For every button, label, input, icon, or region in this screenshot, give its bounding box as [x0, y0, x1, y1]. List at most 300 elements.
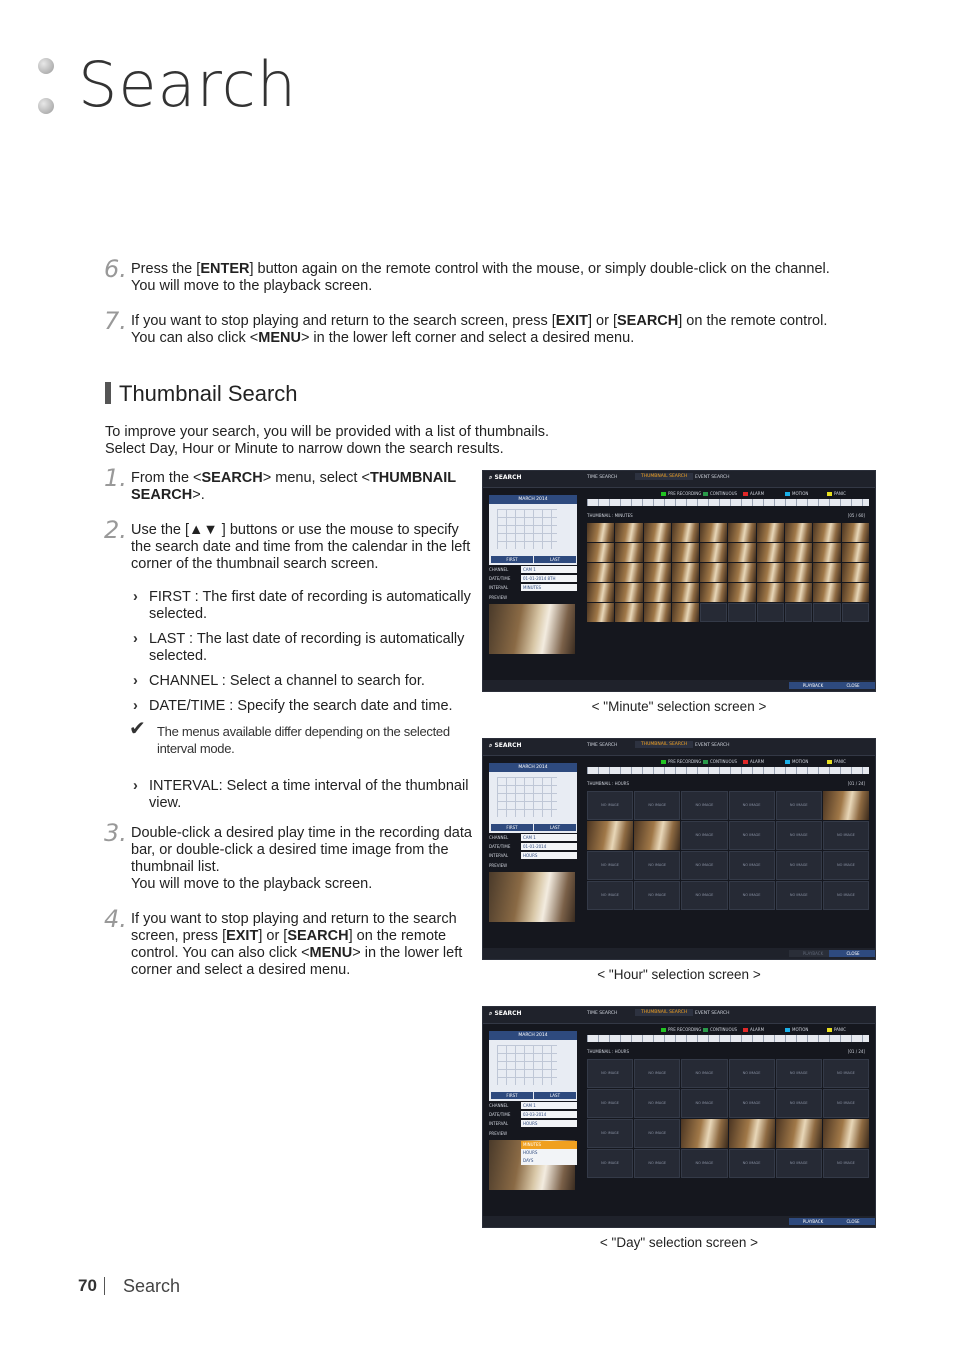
field-datetime: [489, 843, 577, 851]
field-label: INTERVAL: [489, 853, 509, 858]
thumbnail-cell[interactable]: NO IMAGE: [729, 1149, 775, 1178]
thumbnail-cell[interactable]: [728, 543, 755, 562]
thumbnail-cell[interactable]: NO IMAGE: [776, 1059, 822, 1088]
step-number: 2.: [104, 516, 127, 544]
subitem-line: selected.: [149, 606, 208, 622]
thumbnail-cell[interactable]: [728, 583, 755, 602]
thumbnail-cell[interactable]: [681, 1119, 727, 1148]
thumbnail-cell[interactable]: [823, 791, 869, 820]
thumbnail-cell[interactable]: NO IMAGE: [634, 791, 680, 820]
bold-key: THUMBNAIL: [369, 470, 457, 486]
field-label: CHANNEL: [489, 1103, 509, 1108]
subitem-line: selected.: [149, 648, 208, 664]
legend-item: CONTINUOUS: [703, 1027, 737, 1032]
thumbnail-cell[interactable]: [785, 563, 812, 582]
thumbnail-cell[interactable]: NO IMAGE: [587, 851, 633, 880]
thumbnail-cell[interactable]: [700, 603, 727, 622]
subitem-line: INTERVAL: Select a time interval of the thumbnail: [149, 778, 469, 794]
screen-tab: EVENT SEARCH: [695, 475, 730, 480]
field-datetime: [489, 1111, 577, 1119]
screen-tab: THUMBNAIL SEARCH: [635, 1009, 693, 1016]
bold-key: SEARCH: [131, 487, 193, 503]
thumbnail-cell[interactable]: [842, 543, 869, 562]
step-line: corner and select a desired menu.: [131, 962, 351, 978]
legend-item: ALARM: [743, 491, 764, 496]
thumbnail-cell[interactable]: NO IMAGE: [587, 1119, 633, 1148]
preview-image: [489, 604, 575, 654]
thumbnail-cell[interactable]: [644, 523, 671, 542]
subitem-line: FIRST : The first date of recording is automatically: [149, 589, 471, 605]
thumbnail-cell[interactable]: [823, 1119, 869, 1148]
thumbnail-count: [05 / 60]: [847, 513, 865, 518]
field-label: CHANNEL: [489, 567, 509, 572]
first-button[interactable]: FIRST: [491, 1092, 533, 1099]
thumbnail-cell[interactable]: NO IMAGE: [587, 1059, 633, 1088]
chevron-right-icon: ›: [133, 631, 138, 647]
step-body: [131, 470, 456, 504]
screen-bottom-bar: [483, 948, 875, 959]
calendar-buttons: [489, 556, 577, 563]
legend-item: PRE RECORDING: [661, 491, 701, 496]
screen-tab: EVENT SEARCH: [695, 1011, 730, 1016]
thumbnail-cell[interactable]: [785, 543, 812, 562]
legend-item: MOTION: [785, 759, 808, 764]
thumbnail-cell[interactable]: [785, 583, 812, 602]
thumbnail-cell[interactable]: NO IMAGE: [634, 881, 680, 910]
thumbnail-cell[interactable]: [757, 603, 784, 622]
legend-swatch: [827, 492, 832, 496]
screenshot-caption: < "Day" selection screen >: [599, 1235, 759, 1250]
thumbnail-cell[interactable]: NO IMAGE: [823, 1149, 869, 1178]
thumbnail-cell[interactable]: NO IMAGE: [681, 1149, 727, 1178]
calendar-buttons: [489, 1092, 577, 1099]
screen-topbar: [483, 739, 875, 756]
legend-swatch: [703, 492, 708, 496]
screen-bottom-bar: [483, 680, 875, 691]
field-datetime: [489, 575, 577, 583]
step-number: 3.: [104, 819, 127, 847]
close-button[interactable]: CLOSE: [829, 950, 876, 957]
step-line: If you want to stop playing and return to the search screen, press [EXIT] or [SEARCH] on the remote control.: [131, 313, 828, 329]
thumbnail-cell[interactable]: [757, 583, 784, 602]
screen-topbar: [483, 1007, 875, 1024]
thumbnail-cell[interactable]: NO IMAGE: [587, 1089, 633, 1118]
step-number: 6.: [104, 255, 127, 283]
legend-swatch: [743, 760, 748, 764]
thumbnail-count: [01 / 24]: [847, 781, 865, 786]
screenshot-2: [482, 1006, 876, 1228]
legend-item: ALARM: [743, 759, 764, 764]
thumbnail-cell[interactable]: [672, 563, 699, 582]
screen-title: ⌕ SEARCH: [489, 742, 522, 749]
field-value[interactable]: CAM 1: [521, 834, 577, 841]
title-bullet-icon: [38, 58, 54, 74]
bold-key: MENU: [309, 945, 353, 961]
step-line: You will move to the playback screen.: [131, 876, 373, 892]
calendar-grid: [497, 777, 557, 817]
screen-tab: THUMBNAIL SEARCH: [635, 741, 693, 748]
step-line: control. You can also click <MENU> in the lower left: [131, 945, 463, 961]
dropdown-option[interactable]: HOURS: [523, 1150, 538, 1155]
field-label: DATE/TIME: [489, 844, 511, 849]
bold-key: ENTER: [200, 261, 250, 277]
thumbnail-cell[interactable]: [587, 583, 614, 602]
step-line: Press the [ENTER] button again on the remote control with the mouse, or simply double-click on the channel.: [131, 261, 830, 277]
step-number: 4.: [104, 905, 127, 933]
thumbnail-cell[interactable]: [615, 523, 642, 542]
section-heading-text: Thumbnail Search: [119, 381, 298, 406]
thumbnail-cell[interactable]: NO IMAGE: [823, 821, 869, 850]
thumbnail-cell[interactable]: [728, 523, 755, 542]
thumbnail-cell[interactable]: [587, 523, 614, 542]
step-body: [131, 825, 472, 893]
subitem: [133, 631, 465, 665]
thumbnail-cell[interactable]: [700, 543, 727, 562]
thumbnail-cell[interactable]: [842, 523, 869, 542]
note-line: interval mode.: [157, 741, 235, 756]
thumbnail-cell[interactable]: NO IMAGE: [634, 1089, 680, 1118]
thumbnail-cell[interactable]: [776, 1119, 822, 1148]
thumbnail-cell[interactable]: [587, 543, 614, 562]
thumbnail-cell[interactable]: [842, 603, 869, 622]
field-channel: [489, 566, 577, 574]
screen-tab: TIME SEARCH: [587, 475, 618, 480]
thumbnail-cell[interactable]: NO IMAGE: [587, 1149, 633, 1178]
search-icon: ⌕: [489, 1010, 495, 1017]
step-line: bar, or double-click a desired time image from the: [131, 842, 449, 858]
field-value[interactable]: MINUTES: [521, 584, 577, 591]
legend-swatch: [703, 1028, 708, 1032]
screen-title: ⌕ SEARCH: [489, 1010, 522, 1017]
legend-swatch: [703, 760, 708, 764]
calendar-month: MARCH 2014: [489, 495, 577, 504]
legend-swatch: [743, 492, 748, 496]
thumbnail-cell[interactable]: [728, 563, 755, 582]
thumbnail-cell[interactable]: NO IMAGE: [634, 1119, 680, 1148]
thumbnail-cell[interactable]: NO IMAGE: [729, 1089, 775, 1118]
last-button[interactable]: LAST: [534, 824, 576, 831]
thumbnail-cell[interactable]: [813, 523, 840, 542]
thumbnail-cell[interactable]: NO IMAGE: [776, 1149, 822, 1178]
note-line: The menus available differ depending on the selected: [157, 724, 450, 739]
footer-divider: [104, 1277, 105, 1295]
field-value[interactable]: CAM 1: [521, 1102, 577, 1109]
thumbnail-cell[interactable]: NO IMAGE: [823, 1089, 869, 1118]
thumbnail-cell[interactable]: [700, 523, 727, 542]
screen-right-panel: [587, 491, 869, 622]
thumbnail-cell[interactable]: [587, 563, 614, 582]
screen-right-panel: [587, 759, 869, 910]
legend-swatch: [785, 1028, 790, 1032]
field-label: CHANNEL: [489, 835, 509, 840]
thumbnail-cell[interactable]: [728, 603, 755, 622]
thumbnail-grid: [587, 523, 869, 622]
thumbnail-cell[interactable]: [634, 821, 680, 850]
section-intro: [105, 424, 549, 458]
thumbnail-header: [587, 781, 869, 789]
field-channel: [489, 834, 577, 842]
thumbnail-cell[interactable]: NO IMAGE: [729, 791, 775, 820]
thumbnail-cell[interactable]: NO IMAGE: [681, 851, 727, 880]
thumbnail-cell[interactable]: NO IMAGE: [729, 851, 775, 880]
intro-line: Select Day, Hour or Minute to narrow down the search results.: [105, 441, 504, 457]
legend-item: CONTINUOUS: [703, 491, 737, 496]
timeline-bar[interactable]: [587, 499, 869, 506]
timeline-bar[interactable]: [587, 1035, 869, 1042]
preview-label: PREVIEW: [489, 863, 508, 868]
field-value[interactable]: 01-01-2014 8TH: [521, 575, 577, 582]
thumbnail-cell[interactable]: [615, 583, 642, 602]
screen-left-panel: [489, 1031, 577, 1190]
thumbnail-cell[interactable]: [842, 563, 869, 582]
field-value[interactable]: 03-03-2014: [521, 1111, 577, 1118]
thumbnail-label: THUMBNAIL : HOURS: [587, 1049, 630, 1054]
legend: [587, 759, 869, 766]
thumbnail-cell[interactable]: [700, 583, 727, 602]
thumbnail-cell[interactable]: [644, 583, 671, 602]
subitem-line: view.: [149, 795, 182, 811]
dropdown-option[interactable]: MINUTES: [521, 1141, 577, 1149]
note: [129, 718, 450, 757]
thumbnail-cell[interactable]: [587, 821, 633, 850]
last-button[interactable]: LAST: [534, 1092, 576, 1099]
thumbnail-cell[interactable]: NO IMAGE: [681, 1089, 727, 1118]
bold-key: MENU: [258, 330, 301, 346]
thumbnail-label: THUMBNAIL : HOURS: [587, 781, 630, 786]
legend-swatch: [827, 1028, 832, 1032]
field-interval: [489, 1120, 577, 1128]
thumbnail-cell[interactable]: [729, 1119, 775, 1148]
thumbnail-cell[interactable]: NO IMAGE: [681, 881, 727, 910]
thumbnail-cell[interactable]: NO IMAGE: [823, 881, 869, 910]
thumbnail-cell[interactable]: NO IMAGE: [776, 791, 822, 820]
thumbnail-cell[interactable]: [672, 543, 699, 562]
legend-swatch: [827, 760, 832, 764]
thumbnail-cell[interactable]: [615, 603, 642, 622]
step-line: You will move to the playback screen.: [131, 278, 373, 294]
thumbnail-cell[interactable]: NO IMAGE: [823, 851, 869, 880]
legend-item: CONTINUOUS: [703, 759, 737, 764]
thumbnail-cell[interactable]: [785, 523, 812, 542]
step-line: the search date and time from the calendar in the left: [131, 539, 471, 555]
field-value[interactable]: 01-01-2014: [521, 843, 577, 850]
step-line: Use the [▲▼ ] buttons or use the mouse to specify: [131, 522, 459, 538]
dropdown-option[interactable]: DAYS: [523, 1158, 534, 1163]
close-button[interactable]: CLOSE: [829, 1218, 876, 1225]
legend: [587, 1027, 869, 1034]
calendar: [489, 495, 577, 565]
legend-swatch: [785, 492, 790, 496]
thumbnail-header: [587, 513, 869, 521]
step-body: [131, 313, 827, 347]
step-number: 1.: [104, 464, 127, 492]
preview-label: PREVIEW: [489, 1131, 508, 1136]
thumbnail-cell[interactable]: NO IMAGE: [729, 1059, 775, 1088]
thumbnail-count: [01 / 24]: [847, 1049, 865, 1054]
playback-button[interactable]: PLAYBACK: [789, 682, 837, 689]
field-value[interactable]: HOURS: [521, 852, 577, 859]
calendar: [489, 1031, 577, 1101]
screen-topbar: [483, 471, 875, 488]
step-body: [131, 522, 470, 573]
legend-swatch: [661, 760, 666, 764]
screenshot-1: [482, 738, 876, 960]
screen-tab: THUMBNAIL SEARCH: [635, 473, 693, 480]
thumbnail-label: THUMBNAIL : MINUTES: [587, 513, 633, 518]
calendar: [489, 763, 577, 833]
chevron-right-icon: ›: [133, 778, 138, 794]
screen-right-panel: [587, 1027, 869, 1178]
bold-key: ▲▼: [189, 522, 218, 538]
field-channel: [489, 1102, 577, 1110]
playback-button[interactable]: PLAYBACK: [789, 1218, 837, 1225]
thumbnail-cell[interactable]: NO IMAGE: [634, 1149, 680, 1178]
screen-left-panel: [489, 495, 577, 654]
thumbnail-cell[interactable]: NO IMAGE: [634, 1059, 680, 1088]
thumbnail-cell[interactable]: [615, 563, 642, 582]
thumbnail-cell[interactable]: [644, 543, 671, 562]
thumbnail-cell[interactable]: NO IMAGE: [776, 881, 822, 910]
step-line: screen, press [EXIT] or [SEARCH] on the remote: [131, 928, 447, 944]
thumbnail-cell[interactable]: [672, 603, 699, 622]
section-heading: [105, 381, 298, 407]
thumbnail-cell[interactable]: [672, 583, 699, 602]
screen-tab: TIME SEARCH: [587, 743, 618, 748]
step-body: [131, 261, 830, 295]
legend-swatch: [785, 760, 790, 764]
chevron-right-icon: ›: [133, 589, 138, 605]
thumbnail-cell[interactable]: [757, 543, 784, 562]
legend-item: PANIC: [827, 759, 846, 764]
field-interval: [489, 584, 577, 592]
step-line: Double-click a desired play time in the recording data: [131, 825, 472, 841]
subitem: [133, 698, 453, 715]
thumbnail-cell[interactable]: NO IMAGE: [587, 791, 633, 820]
calendar-grid: [497, 1045, 557, 1085]
page-title: Search: [78, 48, 298, 121]
legend-item: PANIC: [827, 491, 846, 496]
thumbnail-cell[interactable]: [813, 543, 840, 562]
field-value[interactable]: HOURS: [521, 1120, 577, 1127]
subitem-line: LAST : The last date of recording is automatically: [149, 631, 465, 647]
screen-title: ⌕ SEARCH: [489, 474, 522, 481]
thumbnail-cell[interactable]: NO IMAGE: [681, 821, 727, 850]
thumbnail-cell[interactable]: [813, 563, 840, 582]
field-label: INTERVAL: [489, 1121, 509, 1126]
legend-item: ALARM: [743, 1027, 764, 1032]
step-line: You can also click <MENU> in the lower left corner and select a desired menu.: [131, 330, 635, 346]
calendar-buttons: [489, 824, 577, 831]
section-bar-icon: [105, 382, 111, 404]
thumbnail-header: [587, 1049, 869, 1057]
footer-section: Search: [123, 1276, 181, 1296]
thumbnail-cell[interactable]: NO IMAGE: [729, 821, 775, 850]
screen-left-panel: [489, 763, 577, 922]
screen-bottom-bar: [483, 1216, 875, 1227]
field-label: INTERVAL: [489, 585, 509, 590]
bold-key: SEARCH: [287, 928, 349, 944]
field-label: DATE/TIME: [489, 576, 511, 581]
step-line: thumbnail list.: [131, 859, 220, 875]
preview-image: [489, 872, 575, 922]
title-bullet-icon: [38, 98, 54, 114]
thumbnail-cell[interactable]: [757, 523, 784, 542]
screen-tab: TIME SEARCH: [587, 1011, 618, 1016]
subitem-line: CHANNEL : Select a channel to search for.: [149, 673, 425, 689]
legend-item: MOTION: [785, 491, 808, 496]
subitem: [133, 673, 425, 690]
thumbnail-cell[interactable]: NO IMAGE: [823, 1059, 869, 1088]
thumbnail-cell[interactable]: [842, 583, 869, 602]
thumbnail-cell[interactable]: NO IMAGE: [776, 1089, 822, 1118]
legend-swatch: [661, 492, 666, 496]
screenshot-0: [482, 470, 876, 692]
thumbnail-cell[interactable]: [644, 563, 671, 582]
interval-dropdown: [521, 1141, 577, 1165]
thumbnail-cell[interactable]: NO IMAGE: [729, 881, 775, 910]
step-number: 7.: [104, 307, 127, 335]
legend-item: MOTION: [785, 1027, 808, 1032]
legend: [587, 491, 869, 498]
timeline-bar[interactable]: [587, 767, 869, 774]
close-button[interactable]: CLOSE: [829, 682, 876, 689]
thumbnail-cell[interactable]: [672, 523, 699, 542]
step-body: [131, 911, 462, 979]
search-icon: ⌕: [489, 474, 495, 481]
subitem-interval: [133, 778, 469, 812]
screenshot-caption: < "Hour" selection screen >: [597, 967, 761, 982]
legend-item: PRE RECORDING: [661, 1027, 701, 1032]
legend-swatch: [661, 1028, 666, 1032]
playback-button[interactable]: PLAYBACK: [789, 950, 837, 957]
first-button[interactable]: FIRST: [491, 556, 533, 563]
thumbnail-cell[interactable]: [785, 603, 812, 622]
screen-tab: EVENT SEARCH: [695, 743, 730, 748]
bold-key: SEARCH: [201, 470, 263, 486]
thumbnail-cell[interactable]: NO IMAGE: [681, 791, 727, 820]
thumbnail-cell[interactable]: NO IMAGE: [681, 1059, 727, 1088]
thumbnail-grid: [587, 1059, 869, 1178]
step-line: SEARCH>.: [131, 487, 205, 503]
calendar-grid: [497, 509, 557, 549]
thumbnail-cell[interactable]: [644, 603, 671, 622]
thumbnail-cell[interactable]: NO IMAGE: [587, 881, 633, 910]
thumbnail-cell[interactable]: NO IMAGE: [776, 851, 822, 880]
thumbnail-cell[interactable]: NO IMAGE: [634, 851, 680, 880]
thumbnail-cell[interactable]: [587, 603, 614, 622]
intro-line: To improve your search, you will be provided with a list of thumbnails.: [105, 424, 550, 440]
thumbnail-cell[interactable]: [615, 543, 642, 562]
step-line: If you want to stop playing and return to the search: [131, 911, 457, 927]
legend-swatch: [743, 1028, 748, 1032]
calendar-month: MARCH 2014: [489, 1031, 577, 1040]
last-button[interactable]: LAST: [534, 556, 576, 563]
thumbnail-cell[interactable]: [813, 603, 840, 622]
field-value[interactable]: CAM 1: [521, 566, 577, 573]
bold-key: EXIT: [555, 313, 588, 329]
chevron-right-icon: ›: [133, 698, 138, 714]
search-icon: ⌕: [489, 742, 495, 749]
subitem: [133, 589, 471, 623]
step-line: From the <SEARCH> menu, select <THUMBNAIL: [131, 470, 457, 486]
thumbnail-cell[interactable]: [700, 563, 727, 582]
checkmark-icon: ✔: [129, 718, 146, 740]
thumbnail-cell[interactable]: NO IMAGE: [776, 821, 822, 850]
first-button[interactable]: FIRST: [491, 824, 533, 831]
step-line: corner of the thumbnail search screen.: [131, 556, 379, 572]
thumbnail-cell[interactable]: [757, 563, 784, 582]
thumbnail-cell[interactable]: [813, 583, 840, 602]
